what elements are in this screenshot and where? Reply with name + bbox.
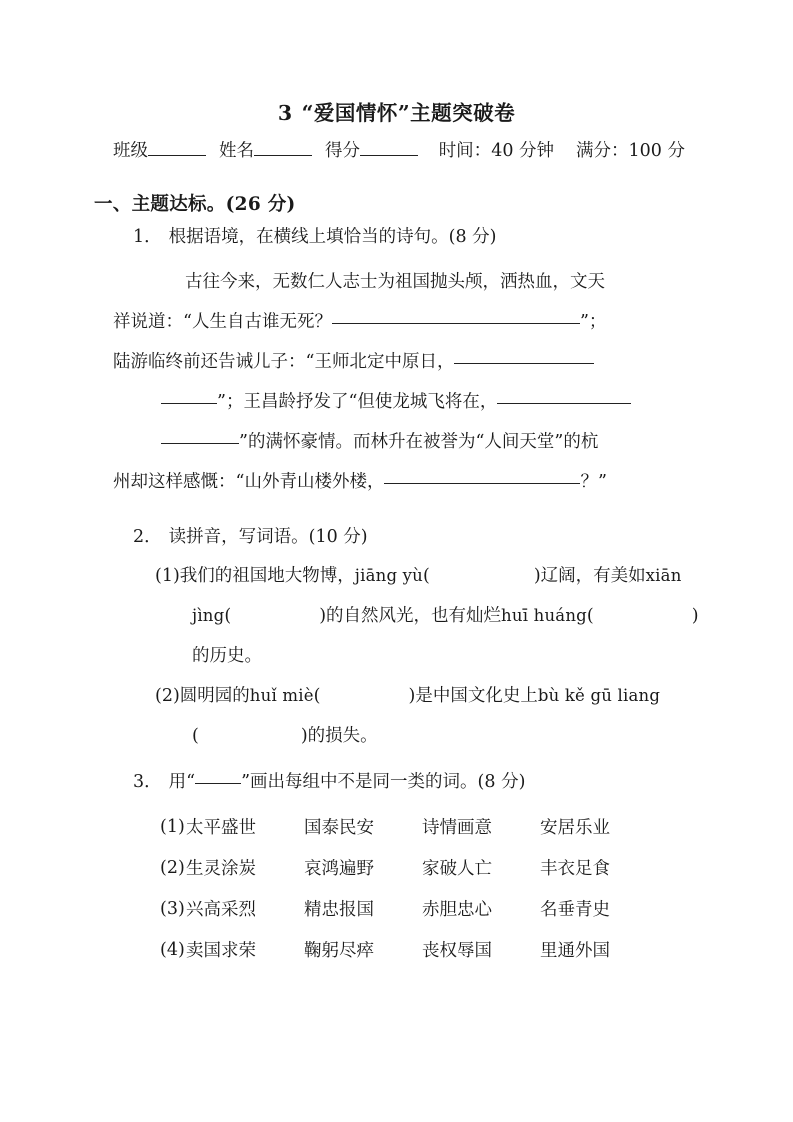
name-input-blank[interactable] — [254, 155, 312, 156]
q1-line-1 — [113, 262, 688, 302]
q3-row-3-number: (3) — [160, 898, 185, 919]
q3-row-3-word-2[interactable]: 精忠报国 — [304, 900, 374, 920]
total-label: 满分： — [576, 141, 629, 161]
q1-line-6-text: 州却这样感慨：“山外青山楼外楼， — [113, 472, 385, 492]
question-3-stem — [133, 769, 693, 795]
q1-line-5-text: ”的满怀豪情。而林升在被誉为“人间天堂”的杭 — [239, 432, 599, 452]
student-info-line — [113, 138, 685, 164]
q3-row-1-word-3[interactable]: 诗情画意 — [422, 818, 492, 838]
q2-pinyin-jiangyu: jiāng yù — [354, 566, 424, 585]
q3-row-1-word-4[interactable]: 安居乐业 — [540, 818, 610, 838]
q1-line-6-tail: ？” — [580, 472, 607, 492]
time-label: 时间： — [438, 141, 492, 161]
time-value: 40 分钟 — [491, 141, 555, 161]
section-one-title: 一、主题达标。 — [94, 194, 226, 215]
page-title-number: 3 — [277, 101, 293, 125]
question-3-points: (8 分) — [477, 772, 526, 792]
q2-item-1-text-c: 的自然风光，也有灿烂 — [326, 606, 502, 626]
q1-blank-1[interactable] — [332, 323, 580, 324]
q3-row-1-word-2[interactable]: 国泰民安 — [304, 818, 374, 838]
q2-item-2-text-a: 圆明园的 — [179, 686, 250, 706]
question-3-text-a: 用“ — [168, 772, 196, 792]
q3-row-2-word-3[interactable]: 家破人亡 — [422, 859, 492, 879]
question-1-points: (8 分) — [448, 227, 497, 247]
q2-item-1-line-2: jìng( )的自然风光，也有灿烂huī huáng( ) — [192, 606, 699, 626]
q2-pinyin-huimie: huǐ miè — [249, 686, 314, 705]
q3-row-2-number: (2) — [160, 857, 185, 878]
q2-item-1-number: (1) — [155, 566, 180, 586]
q2-item-2-line-1: (2)圆明园的huǐ miè( )是中国文化史上bù kě gū liang — [155, 686, 661, 706]
q1-line-3 — [113, 342, 688, 382]
question-2-points: (10 分) — [308, 527, 368, 547]
q1-line-5 — [113, 422, 688, 462]
q1-line-1-text: 古往今来，无数仁人志士为祖国抛头颅，洒热血，文天 — [185, 272, 605, 292]
q1-line-4 — [113, 382, 688, 422]
page-title — [0, 103, 793, 124]
q3-row-2-word-1[interactable]: 生灵涂炭 — [186, 859, 256, 879]
question-1-stem — [133, 224, 693, 250]
q2-item-2-text-b: 是中国文化史上 — [415, 686, 538, 706]
q3-row-4-word-3[interactable]: 丧权辱国 — [422, 941, 492, 961]
question-2-text: 读拼音，写词语。 — [168, 527, 309, 547]
question-1-body — [113, 262, 688, 502]
name-field — [219, 138, 312, 164]
q1-blank-2a[interactable] — [454, 363, 594, 364]
q1-line-3-text: 陆游临终前还告诫儿子：“王师北定中原日， — [113, 352, 455, 372]
question-2-items — [155, 556, 699, 756]
exam-meta — [439, 138, 685, 164]
score-field — [325, 138, 418, 164]
q1-line-6 — [113, 462, 688, 502]
section-one-points: (26 分) — [225, 194, 296, 215]
question-3-number: 3． — [133, 772, 162, 792]
q1-blank-3b[interactable] — [161, 443, 239, 444]
table-row — [160, 888, 693, 929]
score-label: 得分 — [325, 141, 360, 161]
question-2-stem — [133, 524, 693, 550]
q3-row-4-word-2[interactable]: 鞠躬尽瘁 — [304, 941, 374, 961]
q1-blank-3a[interactable] — [497, 403, 631, 404]
q3-row-2-word-4[interactable]: 丰衣足食 — [540, 859, 610, 879]
q2-pinyin-xian: xiān — [645, 566, 682, 585]
q2-item-1-text-d: 的历史。 — [192, 646, 262, 666]
q1-line-2 — [113, 302, 688, 342]
q3-row-1-number: (1) — [160, 816, 185, 837]
table-row — [160, 806, 693, 847]
q3-example-underline-icon — [195, 783, 241, 784]
q1-blank-4[interactable] — [384, 483, 580, 484]
page-title-text: “爱国情怀”主题突破卷 — [301, 101, 516, 125]
q1-blank-2b[interactable] — [161, 403, 217, 404]
question-3-idiom-grid — [160, 806, 693, 970]
q3-row-3-word-1[interactable]: 兴高采烈 — [186, 900, 256, 920]
q3-row-4-word-1[interactable]: 卖国求荣 — [186, 941, 256, 961]
question-1-number: 1． — [133, 227, 162, 247]
q3-row-4-word-4[interactable]: 里通外国 — [540, 941, 610, 961]
question-2 — [133, 524, 693, 550]
total-value: 100 分 — [628, 141, 685, 161]
q2-item-1-text-b: 辽阔，有美如 — [540, 566, 646, 586]
q2-item-1-text-a: 我们的祖国地大物博， — [179, 566, 355, 586]
class-input-blank[interactable] — [148, 155, 206, 156]
q1-line-4-text: ”；王昌龄抒发了“但使龙城飞将在， — [217, 392, 498, 412]
class-field — [113, 138, 206, 164]
q2-item-2-text-c: 的损失。 — [307, 726, 378, 746]
question-3-text-b: ”画出每组中不是同一类的词。 — [241, 772, 478, 792]
question-1-text: 根据语境，在横线上填恰当的诗句。 — [168, 227, 449, 247]
section-one-heading — [94, 190, 296, 216]
q2-item-1-line-3 — [155, 636, 693, 676]
table-row — [160, 847, 693, 888]
score-input-blank[interactable] — [360, 155, 418, 156]
q1-line-2-text: 祥说道：“人生自古谁无死？ — [113, 312, 332, 332]
q3-row-1-word-1[interactable]: 太平盛世 — [186, 818, 256, 838]
q2-item-2-line-2: ( )的损失。 — [192, 726, 378, 746]
q2-item-2-number: (2) — [155, 686, 180, 706]
q3-row-3-word-4[interactable]: 名垂青史 — [540, 900, 610, 920]
table-row — [160, 929, 693, 970]
question-3 — [133, 769, 693, 795]
q2-pinyin-huihuang: huī huáng — [501, 606, 587, 625]
q2-pinyin-bukeguliang: bù kě gū liang — [537, 686, 661, 705]
q3-row-2-word-2[interactable]: 哀鸿遍野 — [304, 859, 374, 879]
q1-line-2-tail: ”； — [579, 312, 607, 332]
name-label: 姓名 — [219, 141, 254, 161]
class-label: 班级 — [113, 141, 148, 161]
q2-item-1-line-1: (1)我们的祖国地大物博，jiāng yù( )辽阔，有美如xiān — [155, 566, 682, 586]
q3-row-3-word-3[interactable]: 赤胆忠心 — [422, 900, 492, 920]
q2-pinyin-jing: jìng — [192, 606, 225, 625]
q3-row-4-number: (4) — [160, 939, 185, 960]
question-1 — [133, 224, 693, 250]
question-2-number: 2． — [133, 527, 162, 547]
